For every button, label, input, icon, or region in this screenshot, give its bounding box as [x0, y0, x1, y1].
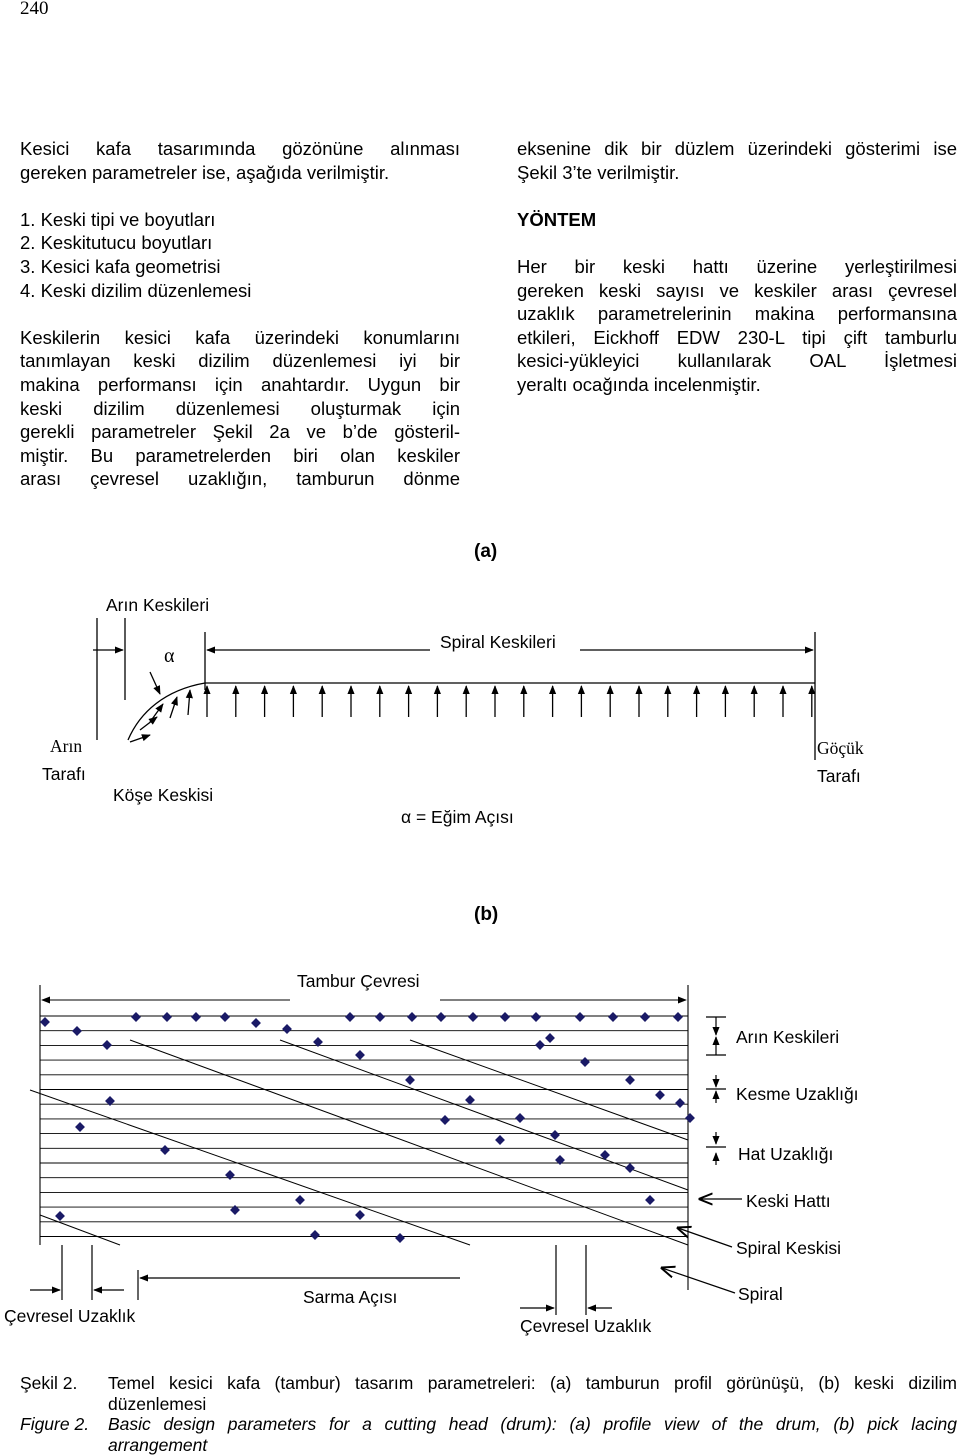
- pick-dot: [580, 1057, 590, 1067]
- arin-label: Arın: [50, 736, 83, 756]
- figure-caption-en: [20, 1414, 957, 1456]
- pick-dot: [550, 1130, 560, 1140]
- corner-pick-arrow: [130, 735, 150, 742]
- para-line: Keskilerin kesici kafa üzerindeki konumlarını: [20, 326, 460, 348]
- pick-dot: [575, 1012, 585, 1022]
- caption-text-tr: Temel kesici kafa (tambur) tasarım parametreleri: (a) tamburun profil görünüşü, (b) keski dizilim: [108, 1373, 957, 1393]
- kesme-uzakligi-label: Kesme Uzaklığı: [736, 1084, 859, 1104]
- pick-dot: [395, 1233, 405, 1243]
- para-line: kesici-yükleyici kullanılarak OAL İşletmesi: [517, 350, 957, 372]
- pick-dot: [40, 1017, 50, 1027]
- pick-dot: [465, 1095, 475, 1105]
- para-line: arası çevresel uzaklığın, tamburun dönme: [20, 468, 460, 490]
- hat-uzakligi-label: Hat Uzaklığı: [738, 1144, 834, 1164]
- pick-dot: [535, 1040, 545, 1050]
- tambur-cevresi-label: Tambur Çevresi: [297, 971, 420, 991]
- caption-key-tr: Şekil 2.: [20, 1373, 78, 1393]
- intro-line: gereken parametreler ise, aşağıda verilmiştir.: [20, 161, 390, 183]
- pick-dot: [655, 1090, 665, 1100]
- list-item: 1. Keski tipi ve boyutları: [20, 208, 216, 230]
- drum-profile-curve: [128, 683, 815, 740]
- corner-picks: [130, 690, 190, 742]
- pick-dot: [685, 1113, 695, 1123]
- figure-b-label: (b): [474, 904, 499, 925]
- pick-dot: [160, 1145, 170, 1155]
- pick-dot: [345, 1012, 355, 1022]
- cevresel-uzaklik-right-label: Çevresel Uzaklık: [520, 1316, 652, 1336]
- caption-text-en: Basic design parameters for a cutting head (drum): (a) profile view of the drum, (b) pick lacing: [108, 1414, 957, 1434]
- figure-b-annotations: [30, 1017, 742, 1315]
- pick-dot: [251, 1018, 261, 1028]
- para-line: uzaklık parametrelerinin makina performansına: [517, 303, 957, 325]
- para-line: makina performansı için anahtardır. Uygun bir: [20, 373, 460, 395]
- cont-line: eksenine dik bir düzlem üzerindeki gösterimi ise: [517, 138, 957, 159]
- pick-dot: [640, 1012, 650, 1022]
- pick-dot: [555, 1155, 565, 1165]
- pick-dot: [407, 1012, 417, 1022]
- alpha-pointer: [150, 672, 160, 694]
- spiral-line: [410, 1040, 688, 1140]
- sarma-acisi-label: Sarma Açısı: [303, 1287, 398, 1307]
- spiral-arrow: [662, 1268, 735, 1293]
- pick-dot: [625, 1075, 635, 1085]
- keski-hatti-label: Keski Hattı: [746, 1191, 831, 1211]
- arin-keskileri-b-label: Arın Keskileri: [736, 1027, 840, 1047]
- tarafi-right-label: Tarafı: [817, 766, 861, 786]
- caption-text-en-cont: arrangement: [108, 1435, 208, 1455]
- pick-dot: [191, 1012, 201, 1022]
- pick-dot: [440, 1115, 450, 1125]
- pick-dot: [102, 1040, 112, 1050]
- pick-dot: [220, 1012, 230, 1022]
- para-line: miştir. Bu parametrelerden biri olan keskiler: [20, 444, 460, 466]
- pick-dot: [230, 1205, 240, 1215]
- spiral-keskisi-label: Spiral Keskisi: [736, 1238, 842, 1258]
- pick-dot: [75, 1122, 85, 1132]
- list-item: 4. Keski dizilim düzenlemesi: [20, 279, 252, 301]
- caption-key-en: Figure 2.: [20, 1414, 90, 1434]
- list-item: 3. Kesici kafa geometrisi: [20, 255, 221, 277]
- spiral-keskileri-label: Spiral Keskileri: [440, 632, 556, 652]
- pick-dot: [625, 1163, 635, 1173]
- pick-dot: [72, 1026, 82, 1036]
- pick-dot: [355, 1050, 365, 1060]
- corner-pick-arrow: [170, 697, 177, 718]
- pick-dot: [673, 1012, 683, 1022]
- pick-dot: [295, 1195, 305, 1205]
- pick-dot: [495, 1135, 505, 1145]
- intro-line: Kesici kafa tasarımında gözönüne alınması: [20, 138, 460, 159]
- page-number: 240: [20, 0, 49, 19]
- spiral-line: [40, 1215, 120, 1245]
- pick-dot: [162, 1012, 172, 1022]
- cevresel-uzaklik-left-label: Çevresel Uzaklık: [4, 1306, 136, 1326]
- para-line: Her bir keski hattı üzerine yerleştirilmesi: [517, 255, 957, 277]
- pick-dot: [225, 1170, 235, 1180]
- para-line: gereken keski sayısı ve keskiler arası çevresel: [517, 279, 957, 301]
- pick-dot: [375, 1012, 385, 1022]
- pick-dot: [545, 1033, 555, 1043]
- alpha-label: α: [164, 645, 175, 667]
- figure-caption-tr: [20, 1373, 957, 1415]
- section-heading: YÖNTEM: [517, 208, 597, 230]
- corner-pick-arrow: [188, 690, 190, 715]
- para-line: tanımlayan keski dizilim düzenlemesi iyi bir: [20, 350, 460, 372]
- pick-dot: [405, 1075, 415, 1085]
- figure-a-label: (a): [474, 541, 498, 562]
- para-line: yeraltı ocağında incelenmiştir.: [517, 373, 761, 395]
- pick-dot: [531, 1012, 541, 1022]
- spiral-picks: [207, 686, 812, 717]
- pick-dot: [282, 1024, 292, 1034]
- egim-acisi-label: α = Eğim Açısı: [401, 807, 514, 827]
- corner-pick-arrow: [140, 717, 157, 730]
- tarafi-left-label: Tarafı: [42, 764, 86, 784]
- pick-dot: [645, 1195, 655, 1205]
- spiral-label: Spiral: [738, 1284, 783, 1304]
- pick-dot: [355, 1210, 365, 1220]
- pick-dot: [608, 1012, 618, 1022]
- pick-dot: [500, 1012, 510, 1022]
- cont-line: Şekil 3’te verilmiştir.: [517, 161, 680, 183]
- pick-dot: [131, 1012, 141, 1022]
- caption-text-tr-cont: düzenlemesi: [108, 1394, 207, 1414]
- para-line: gerekli parametreler Şekil 2a ve b’de gösteril-: [20, 421, 460, 443]
- pick-dot: [55, 1211, 65, 1221]
- kose-keskisi-label: Köşe Keskisi: [113, 785, 214, 805]
- arin-keskileri-label: Arın Keskileri: [106, 595, 210, 615]
- pick-dot: [310, 1230, 320, 1240]
- gocuk-label: Göçük: [817, 738, 864, 758]
- pick-dot: [468, 1012, 478, 1022]
- para-line: etkileri, Eickhoff EDW 230-L tipi çift tamburlu: [517, 326, 957, 348]
- list-item: 2. Keskitutucu boyutları: [20, 232, 213, 254]
- pick-dot: [515, 1113, 525, 1123]
- para-line: keski dizilim düzenlemesi oluşturmak için: [20, 397, 460, 419]
- pick-dot: [675, 1098, 685, 1108]
- pick-dot: [436, 1012, 446, 1022]
- spiral-line: [130, 1040, 688, 1245]
